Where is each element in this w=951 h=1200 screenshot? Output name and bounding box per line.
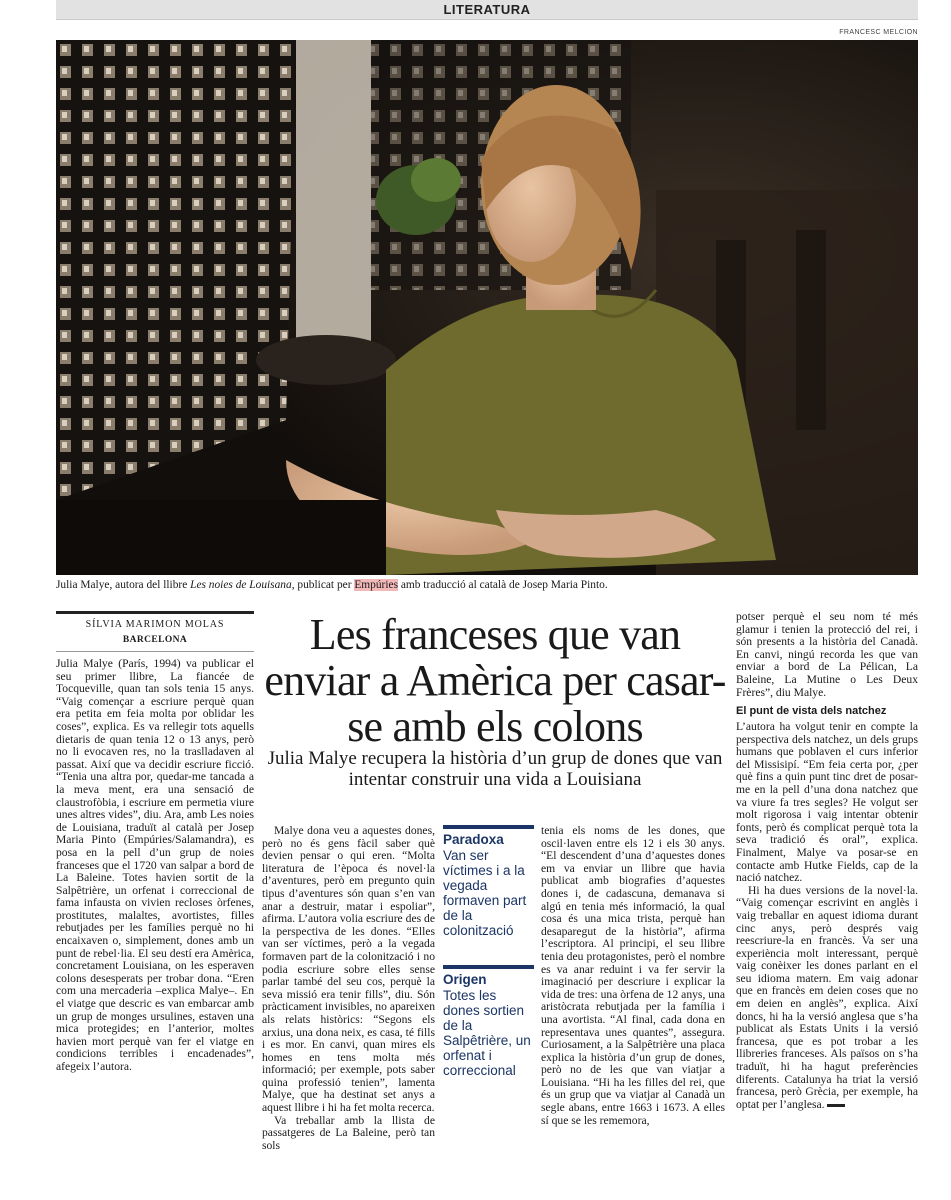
sidebar-title: Paradoxa [443,832,504,847]
subhead: Julia Malye recupera la història d’un grup de dones que van intentar construir una vida a Louisiana [267,748,723,790]
photo-illustration [56,40,918,575]
byline-author: SÍLVIA MARIMON MOLAS [85,619,225,630]
article-photo [56,40,918,575]
sidebar-title: Origen [443,972,487,987]
end-mark [827,1104,845,1107]
caption-suffix: amb traducció al català de Josep Maria Pinto. [398,579,608,591]
body-paragraph-final [736,885,918,1112]
photo-caption [56,578,918,592]
body-column-5-bottom [736,721,918,1111]
sidebar-paradoxa [443,825,534,938]
body-paragraph: Julia Malye (París, 1994) va publicar el seu primer llibre, La fiancée de Tocqueville, quan tan sols tenia 15 anys. “Vaig començar a escriure perquè quan era petita em feia molta por oblidar les coses”, explica. Es va rellegir tots aquells dietaris de quan tenia 12 o 13 anys, però no li evocaven res, no la traslladaven al passat. Així que va decidir escriure ficció. “Tenia una altra por, quedar-me tancada a la meva ment, era una sensació de claustrofòbia, i escriure em permetia viure unes altres vides”, diu. Ara, amb Les noies de Louisiana, traduït al català per Josep Maria Pinto (Empúries/Salamandra), es posa en la pell d’un grup de noies franceses que el 1720 van salpar a bord de La Baleine. Totes havien sortit de la Salpêtrière, un orfenat i correccional de fama infausta on vivien recloses òrfenes, prostitutes, malaltes, avortistes, filles rebutjades per les famílies perquè no hi encaixaven o, simplement, dones amb un punt de rebel·lia. El seu destí era Amèrica, concretament Louisiana, on les esperaven colons desesperats per trobar dona. “Eren com una mercaderia –explica Malye–. En el viatge que descric es van embarcar amb un grup de monges ursulines, estaven una mica protegides; en l’anterior, moltes havien mort perquè van fer el viatge en condicions terribles i encadenades”, afegeix l’autora. [56,657,254,1073]
section-title: LITERATURA [443,2,531,17]
body-paragraph: potser perquè el seu nom té més glamur i tenien la protecció del rei, i són presents a la història del Canadà. En canvi, ningú recorda les que van enviar a bord de La Pélican, La Baleine, La Mutine o Les Deux Frères”, diu Malye. [736,610,918,699]
sidebar-text: Totes les dones sortien de la Salpêtrière, un orfenat i correccional [443,988,531,1078]
caption-prefix: Julia Malye, autora del llibre [56,579,191,591]
body-column-2 [262,825,435,1152]
body-text: Hi ha dues versions de la novel·la. “Vaig començar escrivint en anglès i vaig treballar en aquest idioma durant cinc anys, però després vaig reescriure-la en francès. Va ser una experiència molt interessant, perquè vaig conèixer les dones parlant en el seu idioma matern. Em vaig adonar que en francès em deien coses que no em deien en anglès”, explica. Així doncs, hi ha la versió anglesa que s’ha publicat als Estats Units i la versió francesa, que es pot trobar a les llibreries franceses. Als països on s’ha traduït, hi ha hagut preferències diferents. Catalunya ha triat la versió francesa, però Grècia, per exemple, ha optat per l’anglesa. [736,883,918,1111]
byline [56,611,254,652]
body-paragraph: L’autora ha volgut tenir en compte la perspectiva dels natchez, un dels grups humans que poblaven el curs inferior del Missisipí. “Em feia certa por, ¿per què fins a quin punt tinc dret de posar-me en la pell d’una dona natchez que va viure fa tres segles? He volgut ser molt rigorosa i vaig intentar obtenir fonts, però és complicat perquè tota la seva tradició és oral”, explica. Finalment, Malye va posar-se en contacte amb Hutke Fields, cap de la nació natchez. [736,720,918,885]
sidebar-text: Van ser víctimes i a la vegada formaven part de la colonització [443,848,527,938]
body-column-1 [56,658,254,1074]
byline-rule [56,651,254,652]
sidebar-origen [443,965,534,1078]
sidebar-bar [443,965,534,969]
caption-middle: , publicat per [291,579,355,591]
body-column-5-top [736,611,918,699]
body-paragraph: tenia els noms de les dones, que oscil·laven entre els 12 i els 30 anys. “El descendent d’una d’aquestes dones em va enviar un llibre que havia publicat amb biografies d’aquestes dones i, de cadascuna, demanava si algú en tenia més informació, la qual cosa és una mica trista, perquè han desaparegut de la història”, afirma l’escriptora. Al principi, el seu llibre tenia deu protagonistes, però el nombre es va anar reduint i va fer servir la imaginació per descriure i explicar la vida de tres: una òrfena de 12 anys, una aristòcrata rebutjada per la família i una avortista. “Al final, cada dona en representava unes quantes”, assegura. Curiosament, a la Salpêtrière una placa explica la història d’un grup de dones, però no de les que van viatjar a Louisiana. “Hi ha les filles del rei, que és un grup que va viatjar al Canadà un segle abans, entre 1663 i 1673. A elles sí que se les rememora, [541,824,725,1127]
byline-place: BARCELONA [122,635,188,645]
headline: Les franceses que van enviar a Amèrica per casar-se amb els colons [264,610,726,751]
caption-publisher: Empúries [354,579,398,591]
body-column-4 [541,825,725,1127]
section-header [56,0,918,20]
caption-book: Les noies de Louisana [190,579,292,591]
subheading: El punt de vista dels natchez [736,705,887,717]
body-paragraph: Va treballar amb la llista de passatgeres de La Baleine, però tan sols [262,1113,435,1152]
sidebar-bar [443,825,534,829]
body-paragraph: Malye dona veu a aquestes dones, però no és gens fàcil saber què devien pensar o qui eren. “Molta literatura de l’època és novel·la d’aventures, però em pregunto quin tipus d’aventures són quan s’en van anar a destruir, matar i espoliar”, afirma. L’autora volia escriure des de la perspectiva de les dones. “Elles van ser víctimes, però a la vegada formaven part de la colonització i no podia escriure sobre elles sense parlar també del seu cos, perquè la seva missió era tenir fills”, diu. Són pràcticament invisibles, no apareixen als relats històrics: “Segons els arxius, una dona neix, es casa, té fills i es mor. En canvi, quan mires els homes en tens molta més informació; per exemple, pots saber quina professió tenien”, lamenta Malye, que ha destinat set anys a aquest llibre i hi ha fet molta recerca. [262,824,435,1115]
photo-credit: FRANCESC MELCION [839,29,918,36]
